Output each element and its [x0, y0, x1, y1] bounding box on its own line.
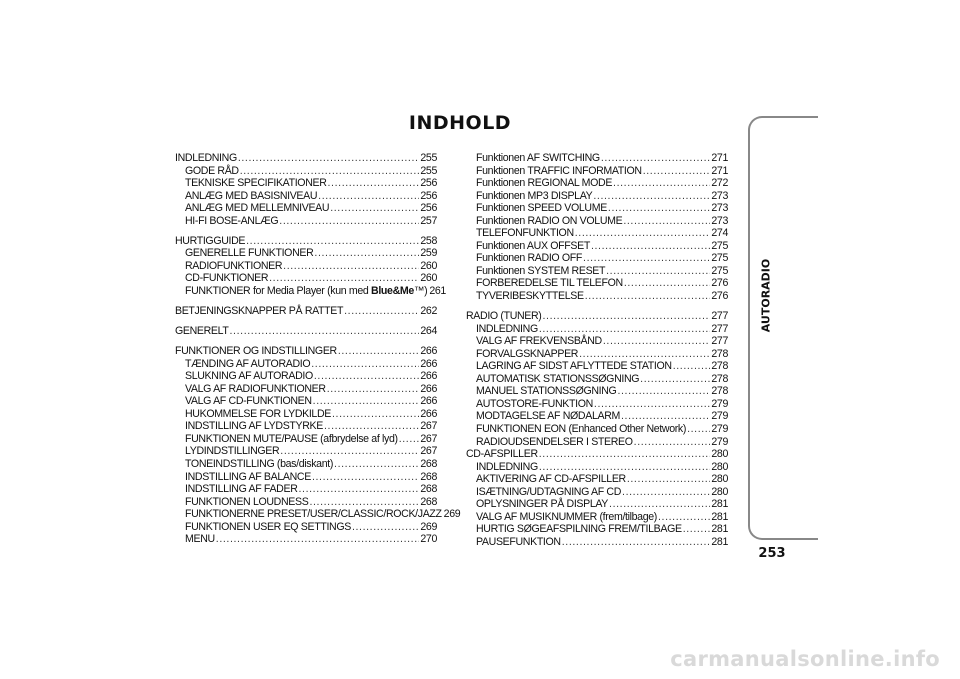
toc-entry[interactable]: [175, 471, 437, 484]
toc-entry-label: TYVERIBESKYTTELSE: [476, 290, 584, 303]
toc-entry-page: 271: [711, 152, 728, 164]
toc-leader-dots: [623, 215, 710, 228]
toc-entry-label: TELEFONFUNKTION: [476, 227, 574, 240]
toc-entry-label: FUNKTIONERNE PRESET/USER/CLASSIC/ROCK/JAZZ: [185, 508, 442, 521]
toc-leader-dots: [624, 277, 711, 290]
toc-leader-dots: [399, 433, 420, 446]
toc-entry[interactable]: [175, 260, 437, 273]
toc-entry-label: LAGRING AF SIDST AFLYTTEDE STATION: [476, 360, 672, 373]
toc-entry-page: 278: [711, 385, 728, 398]
toc-leader-dots: [313, 395, 420, 408]
toc-entry-label: INDLEDNING: [476, 460, 538, 473]
toc-entry-label: FORBEREDELSE TIL TELEFON: [476, 277, 623, 290]
toc-entry-label: INDSTILLING AF BALANCE: [185, 470, 311, 483]
toc-entry[interactable]: [466, 486, 728, 499]
toc-leader-dots: [593, 190, 710, 203]
toc-entry-label: AUTOMATISK STATIONSSØGNING: [476, 372, 640, 385]
toc-entry[interactable]: [466, 152, 728, 165]
toc-entry-page: 256: [420, 177, 437, 190]
toc-entry[interactable]: [175, 533, 437, 546]
toc-entry-label: OPLYSNINGER PÅ DISPLAY: [476, 498, 609, 511]
toc-entry-label: Funktionen SPEED VOLUME: [476, 202, 607, 215]
toc-entry[interactable]: [175, 433, 437, 446]
toc-leader-dots: [539, 448, 711, 461]
toc-entry[interactable]: [175, 272, 437, 285]
toc-leader-dots: [334, 458, 419, 471]
toc-leader-dots: [338, 345, 420, 358]
toc-left-column: [175, 152, 461, 546]
toc-entry[interactable]: [175, 521, 437, 534]
toc-entry-page: 267: [420, 445, 437, 458]
toc-entry-page: 278: [711, 360, 728, 373]
toc-leader-dots: [613, 177, 710, 190]
toc-entry[interactable]: [175, 215, 437, 228]
toc-entry-page: 268: [420, 458, 437, 471]
toc-entry-label: HURTIGGUIDE: [175, 234, 246, 247]
toc-entry-page: 277: [711, 335, 728, 348]
toc-entry-page: 264: [420, 325, 437, 338]
toc-entry-label: FUNKTIONEN LOUDNESS: [185, 495, 309, 508]
toc-entry[interactable]: [466, 398, 728, 411]
toc-leader-dots: [539, 323, 711, 336]
toc-entry-page: 268: [420, 495, 437, 508]
toc-entry[interactable]: [466, 511, 728, 524]
toc-leader-dots: [608, 202, 710, 215]
toc-entry-page: 281: [711, 535, 728, 548]
toc-entry[interactable]: [175, 383, 437, 396]
toc-leader-dots: [673, 360, 711, 373]
toc-entry-label: PAUSEFUNKTION: [476, 535, 561, 548]
toc-entry-label: MANUEL STATIONSSØGNING: [476, 385, 617, 398]
toc-entry-page: 273: [711, 189, 728, 202]
toc-entry-page: 279: [711, 410, 728, 423]
toc-entry-label: Funktionen RADIO ON VOLUME: [476, 214, 623, 227]
toc-leader-dots: [309, 496, 419, 509]
toc-entry[interactable]: [466, 227, 728, 240]
toc-entry-label: FUNKTIONER for Media Player (kun med Blue&Me™): [185, 284, 428, 297]
toc-entry-page: 278: [711, 347, 728, 360]
toc-entry-label: ISÆTNING/UDTAGNING AF CD: [476, 485, 622, 498]
toc-entry-page: 258: [420, 234, 437, 247]
toc-entry[interactable]: [175, 165, 437, 178]
toc-entry[interactable]: [466, 335, 728, 348]
toc-leader-dots: [575, 227, 711, 240]
toc-entry-page: 270: [420, 533, 437, 546]
toc-entry-label: RADIO (TUNER): [466, 310, 542, 323]
toc-entry-page: 280: [711, 448, 728, 461]
toc-entry-page: 266: [420, 382, 437, 395]
toc-entry-label: LYDINDSTILLINGER: [185, 445, 280, 458]
toc-leader-dots: [246, 235, 419, 248]
toc-entry[interactable]: [466, 348, 728, 361]
toc-entry-page: 276: [711, 277, 728, 290]
toc-entry[interactable]: [175, 483, 437, 496]
toc-entry[interactable]: [466, 202, 728, 215]
toc-entry-label: GENERELLE FUNKTIONER: [185, 247, 314, 260]
toc-entry[interactable]: [175, 305, 437, 318]
toc-entry-label: Funktionen TRAFFIC INFORMATION: [476, 164, 642, 177]
toc-entry[interactable]: [175, 235, 437, 248]
toc-leader-dots: [621, 410, 710, 423]
toc-entry[interactable]: [175, 358, 437, 371]
toc-entry[interactable]: [466, 473, 728, 486]
toc-leader-dots: [312, 471, 419, 484]
watermark: carmanualsonline.info: [670, 647, 940, 671]
toc-entry-page: 280: [711, 485, 728, 498]
toc-entry[interactable]: [466, 423, 728, 436]
toc-entry-label: MENU: [185, 533, 215, 546]
toc-entry[interactable]: [466, 448, 728, 461]
toc-entry-label: TEKNISKE SPECIFIKATIONER: [185, 177, 327, 190]
toc-entry-page: 256: [420, 189, 437, 202]
toc-entry[interactable]: [175, 345, 437, 358]
toc-leader-dots: [606, 265, 710, 278]
toc-entry[interactable]: [466, 277, 728, 290]
toc-entry[interactable]: [466, 523, 728, 536]
toc-leader-dots: [279, 215, 419, 228]
toc-entry[interactable]: [466, 240, 728, 253]
toc-entry-page: 275: [711, 239, 728, 252]
chapter-tab-text: AUTORADIO: [759, 258, 773, 332]
toc-entry-page: 281: [711, 510, 728, 523]
toc-leader-dots: [332, 408, 419, 421]
toc-entry-label: Funktionen MP3 DISPLAY: [476, 189, 593, 202]
toc-entry-page: 266: [420, 357, 437, 370]
toc-entry-label: FUNKTIONEN MUTE/PAUSE (afbrydelse af lyd): [185, 432, 398, 445]
toc-entry[interactable]: [466, 265, 728, 278]
toc-entry-page: 260: [420, 272, 437, 285]
toc-leader-dots: [683, 523, 711, 536]
toc-entry-label: RADIOUDSENDELSER I STEREO: [476, 435, 633, 448]
toc-entry-label: INDLEDNING: [175, 152, 237, 164]
toc-entry-page: 269: [420, 520, 437, 533]
toc-leader-dots: [687, 423, 710, 436]
toc-leader-dots: [579, 348, 710, 361]
toc-entry[interactable]: [466, 536, 728, 549]
chapter-tab-label: [756, 245, 776, 345]
toc-leader-dots: [238, 152, 420, 165]
toc-entry-label: Funktionen AUX OFFSET: [476, 239, 590, 252]
toc-entry-label: VALG AF FREKVENSBÅND: [476, 335, 602, 348]
toc-entry-label: VALG AF CD-FUNKTIONEN: [185, 395, 312, 408]
toc-entry-label: HUKOMMELSE FOR LYDKILDE: [185, 407, 331, 420]
toc-entry-label: Funktionen REGIONAL MODE: [476, 177, 613, 190]
toc-entry[interactable]: [466, 215, 728, 228]
toc-entry[interactable]: [175, 408, 437, 421]
toc-leader-dots: [216, 533, 420, 546]
toc-entry-page: 278: [711, 372, 728, 385]
toc-entry-page: 281: [711, 523, 728, 536]
toc-entry-label: INDSTILLING AF FADER: [185, 483, 298, 496]
toc-entry[interactable]: [175, 190, 437, 203]
toc-entry-page: 268: [420, 483, 437, 496]
toc-entry-label: HI-FI BOSE-ANLÆG: [185, 214, 279, 227]
toc-leader-dots: [240, 165, 420, 178]
toc-right-column: [466, 152, 728, 548]
toc-entry[interactable]: [466, 323, 728, 336]
toc-entry-label: FORVALGSKNAPPER: [476, 347, 579, 360]
toc-entry-page: 273: [711, 214, 728, 227]
toc-entry[interactable]: [175, 177, 437, 190]
toc-entry[interactable]: [466, 410, 728, 423]
toc-leader-dots: [609, 498, 710, 511]
toc-entry-page: 279: [711, 435, 728, 448]
toc-entry-label: FUNKTIONEN EON (Enhanced Other Network): [476, 422, 687, 435]
toc-entry-page: 276: [711, 290, 728, 303]
toc-entry-label: HURTIG SØGEAFSPILNING FREM/TILBAGE: [476, 523, 682, 536]
toc-entry-label: Funktionen RADIO OFF: [476, 252, 583, 265]
toc-entry-page: 266: [420, 395, 437, 408]
toc-entry[interactable]: [175, 152, 437, 165]
toc-leader-dots: [583, 252, 710, 265]
toc-entry-label: RADIOFUNKTIONER: [185, 259, 283, 272]
toc-leader-dots: [643, 165, 711, 178]
toc-entry-page: 266: [420, 345, 437, 358]
toc-entry-page: 259: [420, 247, 437, 260]
toc-entry-label: BETJENINGSKNAPPER PÅ RATTET: [175, 305, 344, 318]
toc-leader-dots: [591, 240, 710, 253]
toc-entry-page: 261: [429, 284, 446, 297]
toc-entry-page: 269: [443, 508, 461, 521]
toc-entry[interactable]: [175, 325, 437, 338]
toc-entry-label: TONEINDSTILLING (bas/diskant): [185, 458, 334, 471]
toc-entry-label: VALG AF MUSIKNUMMER (frem/tilbage): [476, 510, 657, 523]
toc-leader-dots: [603, 335, 711, 348]
toc-leader-dots: [543, 310, 711, 323]
toc-entry-label: SLUKNING AF AUTORADIO: [185, 370, 313, 383]
toc-entry-label: Funktionen AF SWITCHING: [476, 152, 600, 164]
toc-entry-label: CD-AFSPILLER: [466, 448, 538, 461]
toc-entry-label: GENERELT: [175, 325, 229, 338]
toc-entry-label: Funktionen SYSTEM RESET: [476, 264, 606, 277]
toc-leader-dots: [622, 486, 710, 499]
toc-leader-dots: [617, 385, 710, 398]
toc-entry-page: 267: [420, 420, 437, 433]
toc-leader-dots: [634, 436, 711, 449]
toc-entry-label: VALG AF RADIOFUNKTIONER: [185, 382, 326, 395]
toc-entry-label: FUNKTIONEN USER EQ SETTINGS: [185, 520, 351, 533]
page-number: 253: [758, 546, 786, 561]
page-title: INDHOLD: [408, 112, 512, 134]
toc-entry-page: 262: [420, 305, 437, 318]
toc-leader-dots: [352, 521, 419, 534]
toc-leader-dots: [280, 445, 419, 458]
toc-entry[interactable]: [466, 360, 728, 373]
toc-leader-dots: [627, 473, 711, 486]
toc-entry-label: FUNKTIONER OG INDSTILLINGER: [175, 345, 337, 358]
toc-entry[interactable]: [466, 190, 728, 203]
toc-entry-label: ANLÆG MED MELLEMNIVEAU: [185, 202, 330, 215]
toc-entry[interactable]: [175, 202, 437, 215]
toc-entry[interactable]: [175, 247, 437, 260]
toc-entry[interactable]: [175, 370, 437, 383]
toc-entry[interactable]: [175, 496, 437, 509]
toc-leader-dots: [344, 305, 419, 318]
toc-entry[interactable]: [175, 445, 437, 458]
toc-leader-dots: [330, 202, 419, 215]
toc-entry-label: AUTOSTORE-FUNKTION: [476, 397, 593, 410]
toc-entry[interactable]: [175, 395, 437, 408]
toc-leader-dots: [324, 420, 419, 433]
toc-leader-dots: [299, 483, 420, 496]
toc-entry-page: 275: [711, 264, 728, 277]
toc-leader-dots: [658, 511, 710, 524]
toc-leader-dots: [562, 536, 711, 549]
toc-entry[interactable]: [175, 284, 446, 298]
toc-entry-label: ANLÆG MED BASISNIVEAU: [185, 189, 318, 202]
toc-leader-dots: [539, 461, 711, 474]
toc-entry-page: 260: [420, 259, 437, 272]
toc-leader-dots: [328, 177, 420, 190]
toc-leader-dots: [283, 260, 419, 273]
toc-entry[interactable]: [466, 165, 728, 178]
toc-entry-label: AKTIVERING AF CD-AFSPILLER: [476, 473, 626, 486]
toc-leader-dots: [230, 325, 420, 338]
toc-entry-page: 281: [711, 498, 728, 511]
toc-entry[interactable]: [466, 177, 728, 190]
toc-leader-dots: [640, 373, 710, 386]
toc-entry-page: 279: [711, 422, 728, 435]
toc-leader-dots: [327, 383, 420, 396]
toc-entry-page: 280: [711, 473, 728, 486]
toc-entry-page: 257: [420, 214, 437, 227]
toc-entry-label: INDSTILLING AF LYDSTYRKE: [185, 420, 323, 433]
toc-entry-page: 267: [420, 432, 437, 445]
toc-entry-page: 255: [420, 164, 437, 177]
toc-entry-label: INDLEDNING: [476, 322, 538, 335]
toc-entry-page: 279: [711, 397, 728, 410]
toc-entry-page: 274: [711, 227, 728, 240]
toc-entry-page: 271: [711, 164, 728, 177]
toc-entry-page: 268: [420, 470, 437, 483]
toc-entry[interactable]: [175, 508, 461, 521]
toc-entry-page: 277: [711, 310, 728, 323]
toc-entry[interactable]: [466, 310, 728, 323]
toc-entry-page: 280: [711, 460, 728, 473]
toc-entry[interactable]: [466, 290, 728, 303]
toc-leader-dots: [601, 152, 711, 165]
toc-leader-dots: [318, 190, 419, 203]
toc-entry-page: 266: [420, 407, 437, 420]
toc-entry[interactable]: [466, 498, 728, 511]
toc-entry-page: 273: [711, 202, 728, 215]
toc-entry[interactable]: [466, 461, 728, 474]
toc-leader-dots: [314, 247, 419, 260]
toc-entry[interactable]: [175, 458, 437, 471]
toc-leader-dots: [585, 290, 711, 303]
toc-entry-page: 266: [420, 370, 437, 383]
toc-entry-label: TÆNDING AF AUTORADIO: [185, 357, 311, 370]
toc-entry-page: 277: [711, 322, 728, 335]
toc-entry[interactable]: [466, 436, 728, 449]
toc-entry-page: 256: [420, 202, 437, 215]
toc-leader-dots: [594, 398, 710, 411]
toc-leader-dots: [311, 358, 419, 371]
toc-leader-dots: [314, 370, 420, 383]
toc-entry[interactable]: [175, 420, 437, 433]
toc-entry-label: GODE RÅD: [185, 164, 239, 177]
toc-entry[interactable]: [466, 385, 728, 398]
toc-entry-label: MODTAGELSE AF NØDALARM: [476, 410, 620, 423]
toc-entry-page: 275: [711, 252, 728, 265]
toc-entry[interactable]: [466, 373, 728, 386]
toc-entry[interactable]: [466, 252, 728, 265]
toc-leader-dots: [269, 272, 419, 285]
toc-entry-page: 272: [711, 177, 728, 190]
toc-entry-label: CD-FUNKTIONER: [185, 272, 269, 285]
toc-entry-page: 255: [420, 152, 437, 164]
